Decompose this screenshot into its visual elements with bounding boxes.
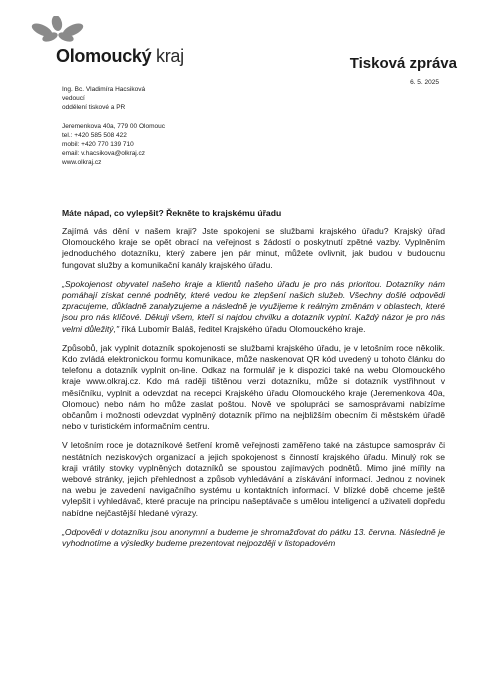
paragraph-3: Způsobů, jak vyplnit dotazník spokojenosti se službami krajského úřadu, je v letošním roce několik. Kdo zvládá elektronickou formu komunikace, může naskenovat QR kód uvedený u tohoto článku do telefonu a dotazník vyplnit on-line. Odkaz na formulář je k dispozici také na webu Olomouckého kraje www.olkraj.cz. Kdo má raději tištěnou verzi dotazníku, může si dotazník vystřihnout v měsíčníku, vyplnit a odevzdat na recepci Krajského úřadu Olomouckého kraje (Jeremenkova 40a, Olomouc) nebo nám ho může zaslat poštou. Nově ve spolupráci se samosprávami nabízíme občanům i možnosti odevzdat vyplněný dotazník přímo na nejbližším obecním či městském úřadě nebo v turistickém informačním centru. <box>62 342 445 432</box>
contact-department: oddělení tiskové a PR <box>62 104 126 112</box>
paragraph-5-quote: „Odpovědi v dotazníku jsou anonymní a budeme je shromažďovat do pátku 13. června. Následně je vyhodnotíme a výsledky budeme prezentovat nejpozději v listopadovém <box>62 526 445 549</box>
contact-block <box>62 85 165 168</box>
contact-email: email: v.hacsikova@olkraj.cz <box>62 150 146 158</box>
logo-bold-text: Olomoucký <box>56 46 152 66</box>
contact-name: Ing. Bc. Vladimíra Hacsiková <box>62 86 146 93</box>
contact-web: www.olkraj.cz <box>62 159 102 167</box>
document-type-title: Tisková zpráva <box>349 55 457 72</box>
contact-address: Jeremenkova 40a, 779 00 Olomouc <box>62 122 165 130</box>
article-body <box>62 208 445 557</box>
flower-logo-icon <box>28 16 88 50</box>
logo-wordmark <box>56 46 184 67</box>
paragraph-4: V letošním roce je dotazníkové šetření kromě veřejnosti zaměřeno také na zástupce samospráv či nestátních neziskových organizací a jejich spokojenost s činností krajského úřadu. Minulý rok se kraji vrátily stovky vyplněných dotazníků se spoustou zajímavých podnětů. Mimo jiné mířily na webové stránky, jejich přehlednost a způsob vyhledávání a získávání informací. Jednou z novinek na webu je zavedení navigačního systému u kontaktních informací. V blízké době chceme ještě vylepšit i vyhledávač, které pracuje na principu našeptávače s umělou inteligencí a uživateli dopředu nabídne nejčastější hledané výrazy. <box>62 440 445 518</box>
paragraph-2 <box>62 279 445 335</box>
paragraph-1: Zajímá vás dění v našem kraji? Jste spokojeni se službami krajského úřadu? Krajský úřad Olomouckého kraje se opět obrací na veřejnost s žádostí o poskytnutí zpětné vazby. Vyplněním jednoduchého dotazníku, který zabere jen pár minut, můžete ovlivnit, jak budou v budoucnu fungovat služby a komunikační kanály krajského úřadu. <box>62 226 445 270</box>
contact-tel: tel.: +420 585 508 422 <box>62 131 127 139</box>
logo-light-text: kraj <box>156 46 184 66</box>
article-title: Máte nápad, co vylepšit? Řekněte to krajskému úřadu <box>62 208 282 218</box>
olomoucky-kraj-logo <box>28 16 208 76</box>
contact-mobil: mobil: +420 770 139 710 <box>62 141 134 149</box>
contact-role: vedoucí <box>62 95 85 103</box>
quote-attribution: říká Lubomír Baláš, ředitel Krajského úřadu Olomouckého kraje. <box>119 323 366 334</box>
quote-director: „Spokojenost obyvatel našeho kraje a klientů našeho úřadu je pro nás prioritou. Dotazníky nám pomáhají získat cenné podněty, které vedou ke zlepšení našich služeb. Všechny došlé odpovědi zpracujeme, důkladně zanalyzujeme a následně je využijeme k reálným změnám v oblastech, které jsou pro nás klíčové. Děkuji všem, kteří si najdou chvilku a dotazník vyplní. Každý názor je pro nás velmi důležitý," <box>62 278 445 334</box>
document-date: 6. 5. 2025 <box>410 79 439 86</box>
